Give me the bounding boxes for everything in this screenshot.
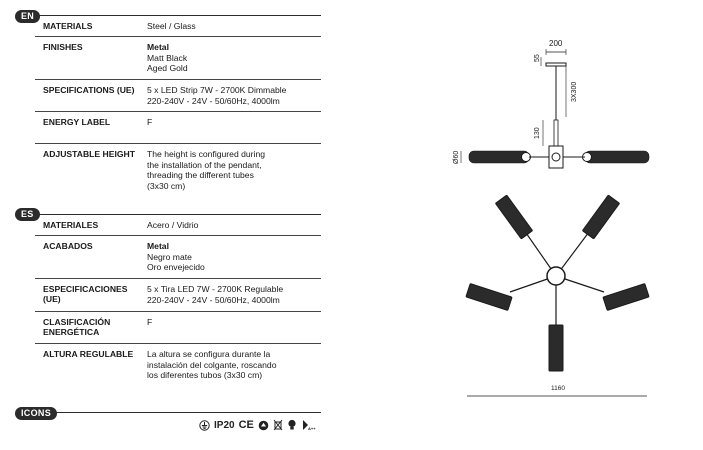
ce-mark-icon: CE (238, 419, 254, 431)
section-tag-en: EN (15, 10, 40, 23)
ceiling-canopy (546, 63, 566, 66)
spec-row-adjustable-height (35, 144, 321, 202)
spec-value: F (147, 117, 153, 127)
spec-row-altura (35, 344, 321, 392)
plan-hub (547, 267, 565, 285)
spec-value: Metal Matt Black Aged Gold (147, 42, 188, 74)
section-tag-icons: ICONS (15, 407, 57, 420)
spec-label: ADJUSTABLE HEIGHT (43, 149, 135, 159)
spec-table-en (35, 16, 321, 202)
plan-tube-right (603, 284, 649, 311)
spec-row-materials (35, 16, 321, 37)
spec-row-materiales (35, 215, 321, 236)
spec-label: ACABADOS (43, 241, 93, 251)
side-elevation (461, 49, 649, 168)
dim-tube-diameter: Ø60 (453, 150, 460, 164)
spec-row-specifications (35, 80, 321, 112)
spec-row-finishes (35, 37, 321, 80)
hub-body (549, 146, 563, 168)
spec-value: 5 x Tira LED 7W - 2700K Regulable 220-240V - 24V - 50/60Hz, 4000lm (147, 284, 284, 305)
spec-label: FINISHES (43, 42, 83, 52)
section-divider-icons (56, 412, 321, 413)
plan-tube-top-left (495, 195, 532, 239)
dim-canopy-height: 55 (534, 54, 541, 62)
plan-tube-left (466, 284, 512, 311)
spec-label: CLASIFICACIÓN ENERGÉTICA (43, 317, 111, 337)
weee-bin-icon (273, 419, 283, 431)
spec-value: Steel / Glass (147, 21, 196, 31)
plan-tube-bottom (549, 325, 563, 371)
spec-value: La altura se configura durante la instalación del colgante, roscando los diferentes tubos (3x30 cm) (147, 349, 277, 381)
spec-value: The height is configured during the installation of the pendant, threading the different tubes (3x30 cm) (147, 149, 266, 191)
spec-value: F (147, 317, 153, 327)
dim-cable-length: 3X300 (571, 81, 578, 102)
spec-label: MATERIALES (43, 220, 99, 230)
suspension-rod (554, 120, 558, 147)
side-tube-right (585, 151, 649, 163)
dim-total-span: 1160 (551, 385, 565, 392)
plan-view (466, 195, 649, 396)
spec-row-clasificacion (35, 312, 321, 344)
spec-row-energy-label (35, 112, 321, 144)
spec-row-acabados (35, 236, 321, 279)
plan-tube-top-right (582, 195, 619, 239)
spec-row-especificaciones (35, 279, 321, 312)
spec-value: Acero / Vidrio (147, 220, 199, 230)
spec-label: MATERIALS (43, 21, 93, 31)
dim-rod-length: 130 (534, 127, 541, 139)
recycle-icon (258, 420, 269, 431)
spec-value: Metal Negro mate Oro envejecido (147, 241, 205, 273)
side-tube-left (469, 151, 529, 163)
spec-label: ALTURA REGULABLE (43, 349, 134, 359)
certification-icons (199, 419, 316, 431)
spec-label: ENERGY LABEL (43, 117, 111, 127)
earth-ground-icon (199, 420, 210, 431)
ip20-rating: IP20 (214, 419, 235, 431)
spec-value: 5 x LED Strip 7W - 2700K Dimmable 220-240V - 24V - 50/60Hz, 4000lm (147, 85, 287, 106)
energy-class-icon (301, 419, 316, 431)
svg-text:A++: A++ (307, 426, 316, 431)
spec-label: ESPECIFICACIONES (UE) (43, 284, 128, 304)
spec-table-es (35, 215, 321, 392)
section-tag-es: ES (15, 208, 40, 221)
dim-canopy-width: 200 (549, 39, 563, 48)
spec-label: SPECIFICATIONS (UE) (43, 85, 135, 95)
dimmable-bulb-icon (287, 419, 297, 431)
